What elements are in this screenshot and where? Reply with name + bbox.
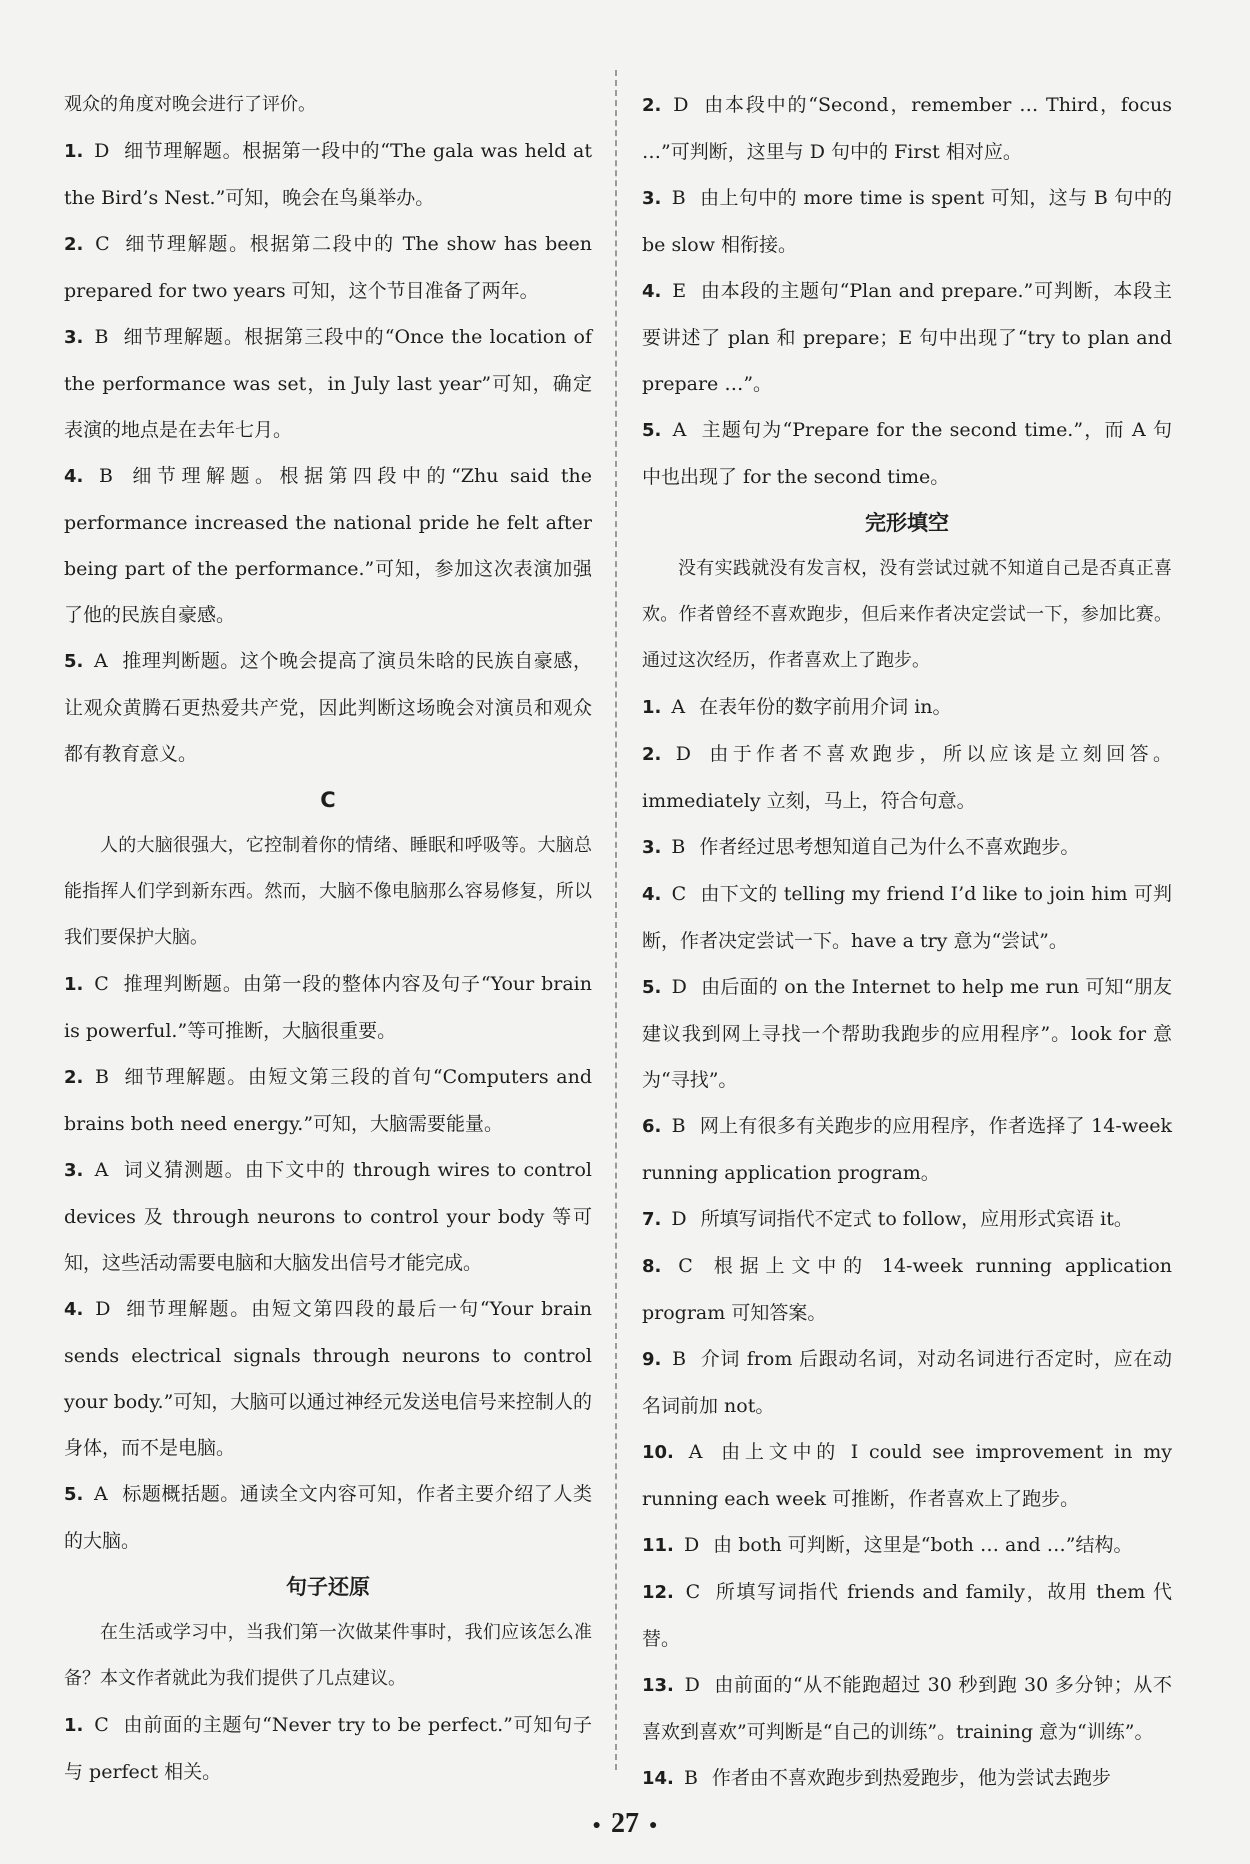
answer-item: 4. E 由本段的主题句“Plan and prepare.”可判断，本段主要讲述了 plan 和 prepare；E 句中出现了“try to plan and prepare …”。 [642, 280, 1172, 395]
answer-item: 1. D 细节理解题。根据第一段中的“The gala was held at the Bird’s Nest.”可知，晚会在鸟巢举办。 [64, 140, 592, 209]
answer-item: 13. D 由前面的“从不能跑超过 30 秒到跑 30 多分钟；从不喜欢到喜欢”可判断是“自己的训练”。training 意为“训练”。 [642, 1674, 1172, 1743]
section-c-intro: 人的大脑很强大，它控制着你的情绪、睡眠和呼吸等。大脑总能指挥人们学到新东西。然而，大脑不像电脑那么容易修复，所以我们要保护大脑。 [64, 835, 592, 948]
answer-item: 8. C 根据上文中的 14-week running application program 可知答案。 [642, 1255, 1172, 1324]
cloze-intro: 没有实践就没有发言权，没有尝试过就不知道自己是否真正喜欢。作者曾经不喜欢跑步，但后来作者决定尝试一下，参加比赛。通过这次经历，作者喜欢上了跑步。 [642, 558, 1172, 671]
answer-item: 5. A 推理判断题。这个晚会提高了演员朱晗的民族自豪感，让观众黄腾石更热爱共产党，因此判断这场晚会对演员和观众都有教育意义。 [64, 650, 592, 765]
answer-item: 7. D 所填写词指代不定式 to follow，应用形式宾语 it。 [642, 1208, 1133, 1230]
answer-item: 3. B 由上句中的 more time is spent 可知，这与 B 句中的 be slow 相衔接。 [642, 187, 1172, 256]
answer-item: 9. B 介词 from 后跟动名词，对动名词进行否定时，应在动名词前加 not。 [642, 1348, 1173, 1417]
answer-item: 1. A 在表年份的数字前用介词 in。 [642, 696, 952, 718]
sentence-restore-heading: 句子还原 [286, 1575, 370, 1599]
answer-item: 10. A 由上文中的 I could see improvement in my running each week 可推断，作者喜欢上了跑步。 [642, 1441, 1172, 1510]
answer-item: 11. D 由 both 可判断，这里是“both … and …”结构。 [642, 1534, 1133, 1556]
answer-item: 6. B 网上有很多有关跑步的应用程序，作者选择了 14-week running application program。 [642, 1115, 1172, 1184]
answer-item: 1. C 推理判断题。由第一段的整体内容及句子“Your brain is powerful.”等可推断，大脑很重要。 [64, 973, 592, 1042]
answer-item: 1. C 由前面的主题句“Never try to be perfect.”可知句子与 perfect 相关。 [64, 1714, 593, 1783]
bullet-icon: ● [592, 1817, 601, 1833]
column-divider [615, 70, 617, 1770]
answer-item: 2. D 由本段中的“Second，remember … Third，focus …”可判断，这里与 D 句中的 First 相对应。 [642, 94, 1172, 163]
answer-item: 2. B 细节理解题。由短文第三段的首句“Computers and brains both need energy.”可知，大脑需要能量。 [64, 1066, 592, 1135]
answer-item: 12. C 所填写词指代 friends and family，故用 them 代替。 [642, 1581, 1172, 1650]
cloze-heading: 完形填空 [865, 511, 949, 535]
sentence-restore-intro: 在生活或学习中，当我们第一次做某件事时，我们应该怎么准备？本文作者就此为我们提供了几点建议。 [64, 1622, 592, 1689]
answer-item: 2. D 由于作者不喜欢跑步，所以应该是立刻回答。immediately 立刻，马上，符合句意。 [642, 743, 1172, 812]
page-number: ● 27 ● [592, 1808, 658, 1839]
answer-item: 4. D 细节理解题。由短文第四段的最后一句“Your brain sends electrical signals through neurons to control your body.”可知，大脑可以通过神经元发送电信号来控制人的身体，而不是电脑。 [64, 1298, 592, 1459]
answer-item: 4. B 细节理解题。根据第四段中的“Zhu said the performance increased the national pride he felt after being part of the performance.”可知，参加这次表演加强了他的民族自豪感。 [64, 465, 592, 626]
answer-item: 3. B 细节理解题。根据第三段中的“Once the location of the performance was set，in July last year”可知，确定表演的地点是在去年七月。 [64, 326, 592, 441]
section-c-heading: C [320, 788, 336, 812]
answer-item: 5. A 标题概括题。通读全文内容可知，作者主要介绍了人类的大脑。 [64, 1483, 592, 1552]
left-column [64, 82, 592, 1795]
answer-item: 3. A 词义猜测题。由下文中的 through wires to control devices 及 through neurons to control your body 等可知，这些活动需要电脑和大脑发出信号才能完成。 [64, 1159, 593, 1274]
right-column [642, 82, 1172, 1802]
answer-item: 2. C 细节理解题。根据第二段中的 The show has been prepared for two years 可知，这个节目准备了两年。 [64, 233, 592, 302]
bullet-icon: ● [649, 1817, 658, 1833]
answer-item: 4. C 由下文的 telling my friend I’d like to join him 可判断，作者决定尝试一下。have a try 意为“尝试”。 [642, 883, 1172, 952]
answer-item: 5. D 由后面的 on the Internet to help me run 可知“朋友建议我到网上寻找一个帮助我跑步的应用程序”。look for 意为“寻找”。 [642, 976, 1172, 1091]
answer-item: 5. A 主题句为“Prepare for the second time.”，而 A 句中也出现了 for the second time。 [642, 419, 1172, 488]
intro-line: 观众的角度对晚会进行了评价。 [64, 94, 316, 115]
answer-item: 3. B 作者经过思考想知道自己为什么不喜欢跑步。 [642, 836, 1080, 858]
answer-item: 14. B 作者由不喜欢跑步到热爱跑步，他为尝试去跑步 [642, 1767, 1111, 1789]
